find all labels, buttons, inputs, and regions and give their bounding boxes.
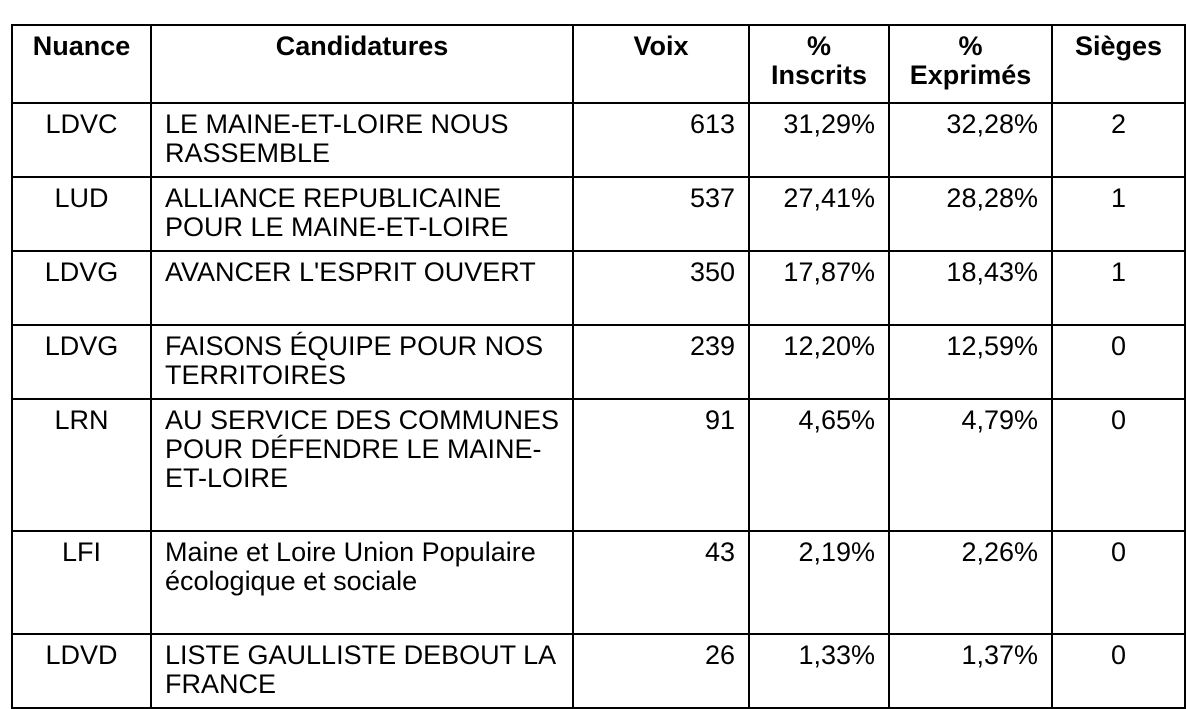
cell-sieges: 0 [1052, 325, 1185, 399]
cell-voix: 350 [573, 251, 749, 325]
cell-voix: 91 [573, 399, 749, 531]
cell-voix: 537 [573, 177, 749, 251]
cell-nuance: LFI [12, 531, 151, 634]
cell-exprimes: 28,28% [889, 177, 1052, 251]
cell-exprimes: 4,79% [889, 399, 1052, 531]
cell-voix: 43 [573, 531, 749, 634]
header-exprimes-line2: Exprimés [909, 60, 1032, 90]
cell-exprimes: 32,28% [889, 103, 1052, 177]
cell-sieges: 1 [1052, 177, 1185, 251]
results-table [11, 24, 1186, 709]
header-inscrits [749, 25, 889, 103]
cell-inscrits: 17,87% [749, 251, 889, 325]
header-sieges: Sièges [1052, 25, 1185, 103]
cell-inscrits: 1,33% [749, 634, 889, 708]
cell-nuance: LUD [12, 177, 151, 251]
cell-voix: 26 [573, 634, 749, 708]
cell-inscrits: 4,65% [749, 399, 889, 531]
header-inscrits-line2: Inscrits [770, 60, 868, 90]
header-voix: Voix [573, 25, 749, 103]
cell-nuance: LDVC [12, 103, 151, 177]
cell-exprimes: 2,26% [889, 531, 1052, 634]
cell-nuance: LDVD [12, 634, 151, 708]
cell-inscrits: 12,20% [749, 325, 889, 399]
header-row [12, 25, 1185, 103]
cell-sieges: 0 [1052, 399, 1185, 531]
cell-exprimes: 1,37% [889, 634, 1052, 708]
cell-nuance: LDVG [12, 325, 151, 399]
header-nuance: Nuance [12, 25, 151, 103]
cell-candidature: ALLIANCE REPUBLICAINE POUR LE MAINE-ET-LOIRE [151, 177, 573, 251]
cell-sieges: 1 [1052, 251, 1185, 325]
table-row [12, 251, 1185, 325]
header-exprimes [889, 25, 1052, 103]
header-exprimes-line1: % [958, 31, 983, 61]
cell-candidature: Maine et Loire Union Populaire écologique et sociale [151, 531, 573, 634]
table-row [12, 103, 1185, 177]
cell-exprimes: 12,59% [889, 325, 1052, 399]
table-row [12, 399, 1185, 531]
cell-candidature: LISTE GAULLISTE DEBOUT LA FRANCE [151, 634, 573, 708]
cell-inscrits: 2,19% [749, 531, 889, 634]
cell-candidature: FAISONS ÉQUIPE POUR NOS TERRITOIRES [151, 325, 573, 399]
cell-candidature: AU SERVICE DES COMMUNES POUR DÉFENDRE LE MAINE-ET-LOIRE [151, 399, 573, 531]
table-row [12, 325, 1185, 399]
cell-inscrits: 31,29% [749, 103, 889, 177]
cell-inscrits: 27,41% [749, 177, 889, 251]
cell-voix: 613 [573, 103, 749, 177]
cell-candidature: AVANCER L'ESPRIT OUVERT [151, 251, 573, 325]
cell-sieges: 0 [1052, 531, 1185, 634]
cell-candidature: LE MAINE-ET-LOIRE NOUS RASSEMBLE [151, 103, 573, 177]
cell-exprimes: 18,43% [889, 251, 1052, 325]
cell-nuance: LRN [12, 399, 151, 531]
table-row [12, 531, 1185, 634]
cell-voix: 239 [573, 325, 749, 399]
header-inscrits-line1: % [806, 31, 831, 61]
table-row [12, 177, 1185, 251]
cell-nuance: LDVG [12, 251, 151, 325]
cell-sieges: 0 [1052, 634, 1185, 708]
table-row [12, 634, 1185, 708]
cell-sieges: 2 [1052, 103, 1185, 177]
header-candidatures: Candidatures [151, 25, 573, 103]
